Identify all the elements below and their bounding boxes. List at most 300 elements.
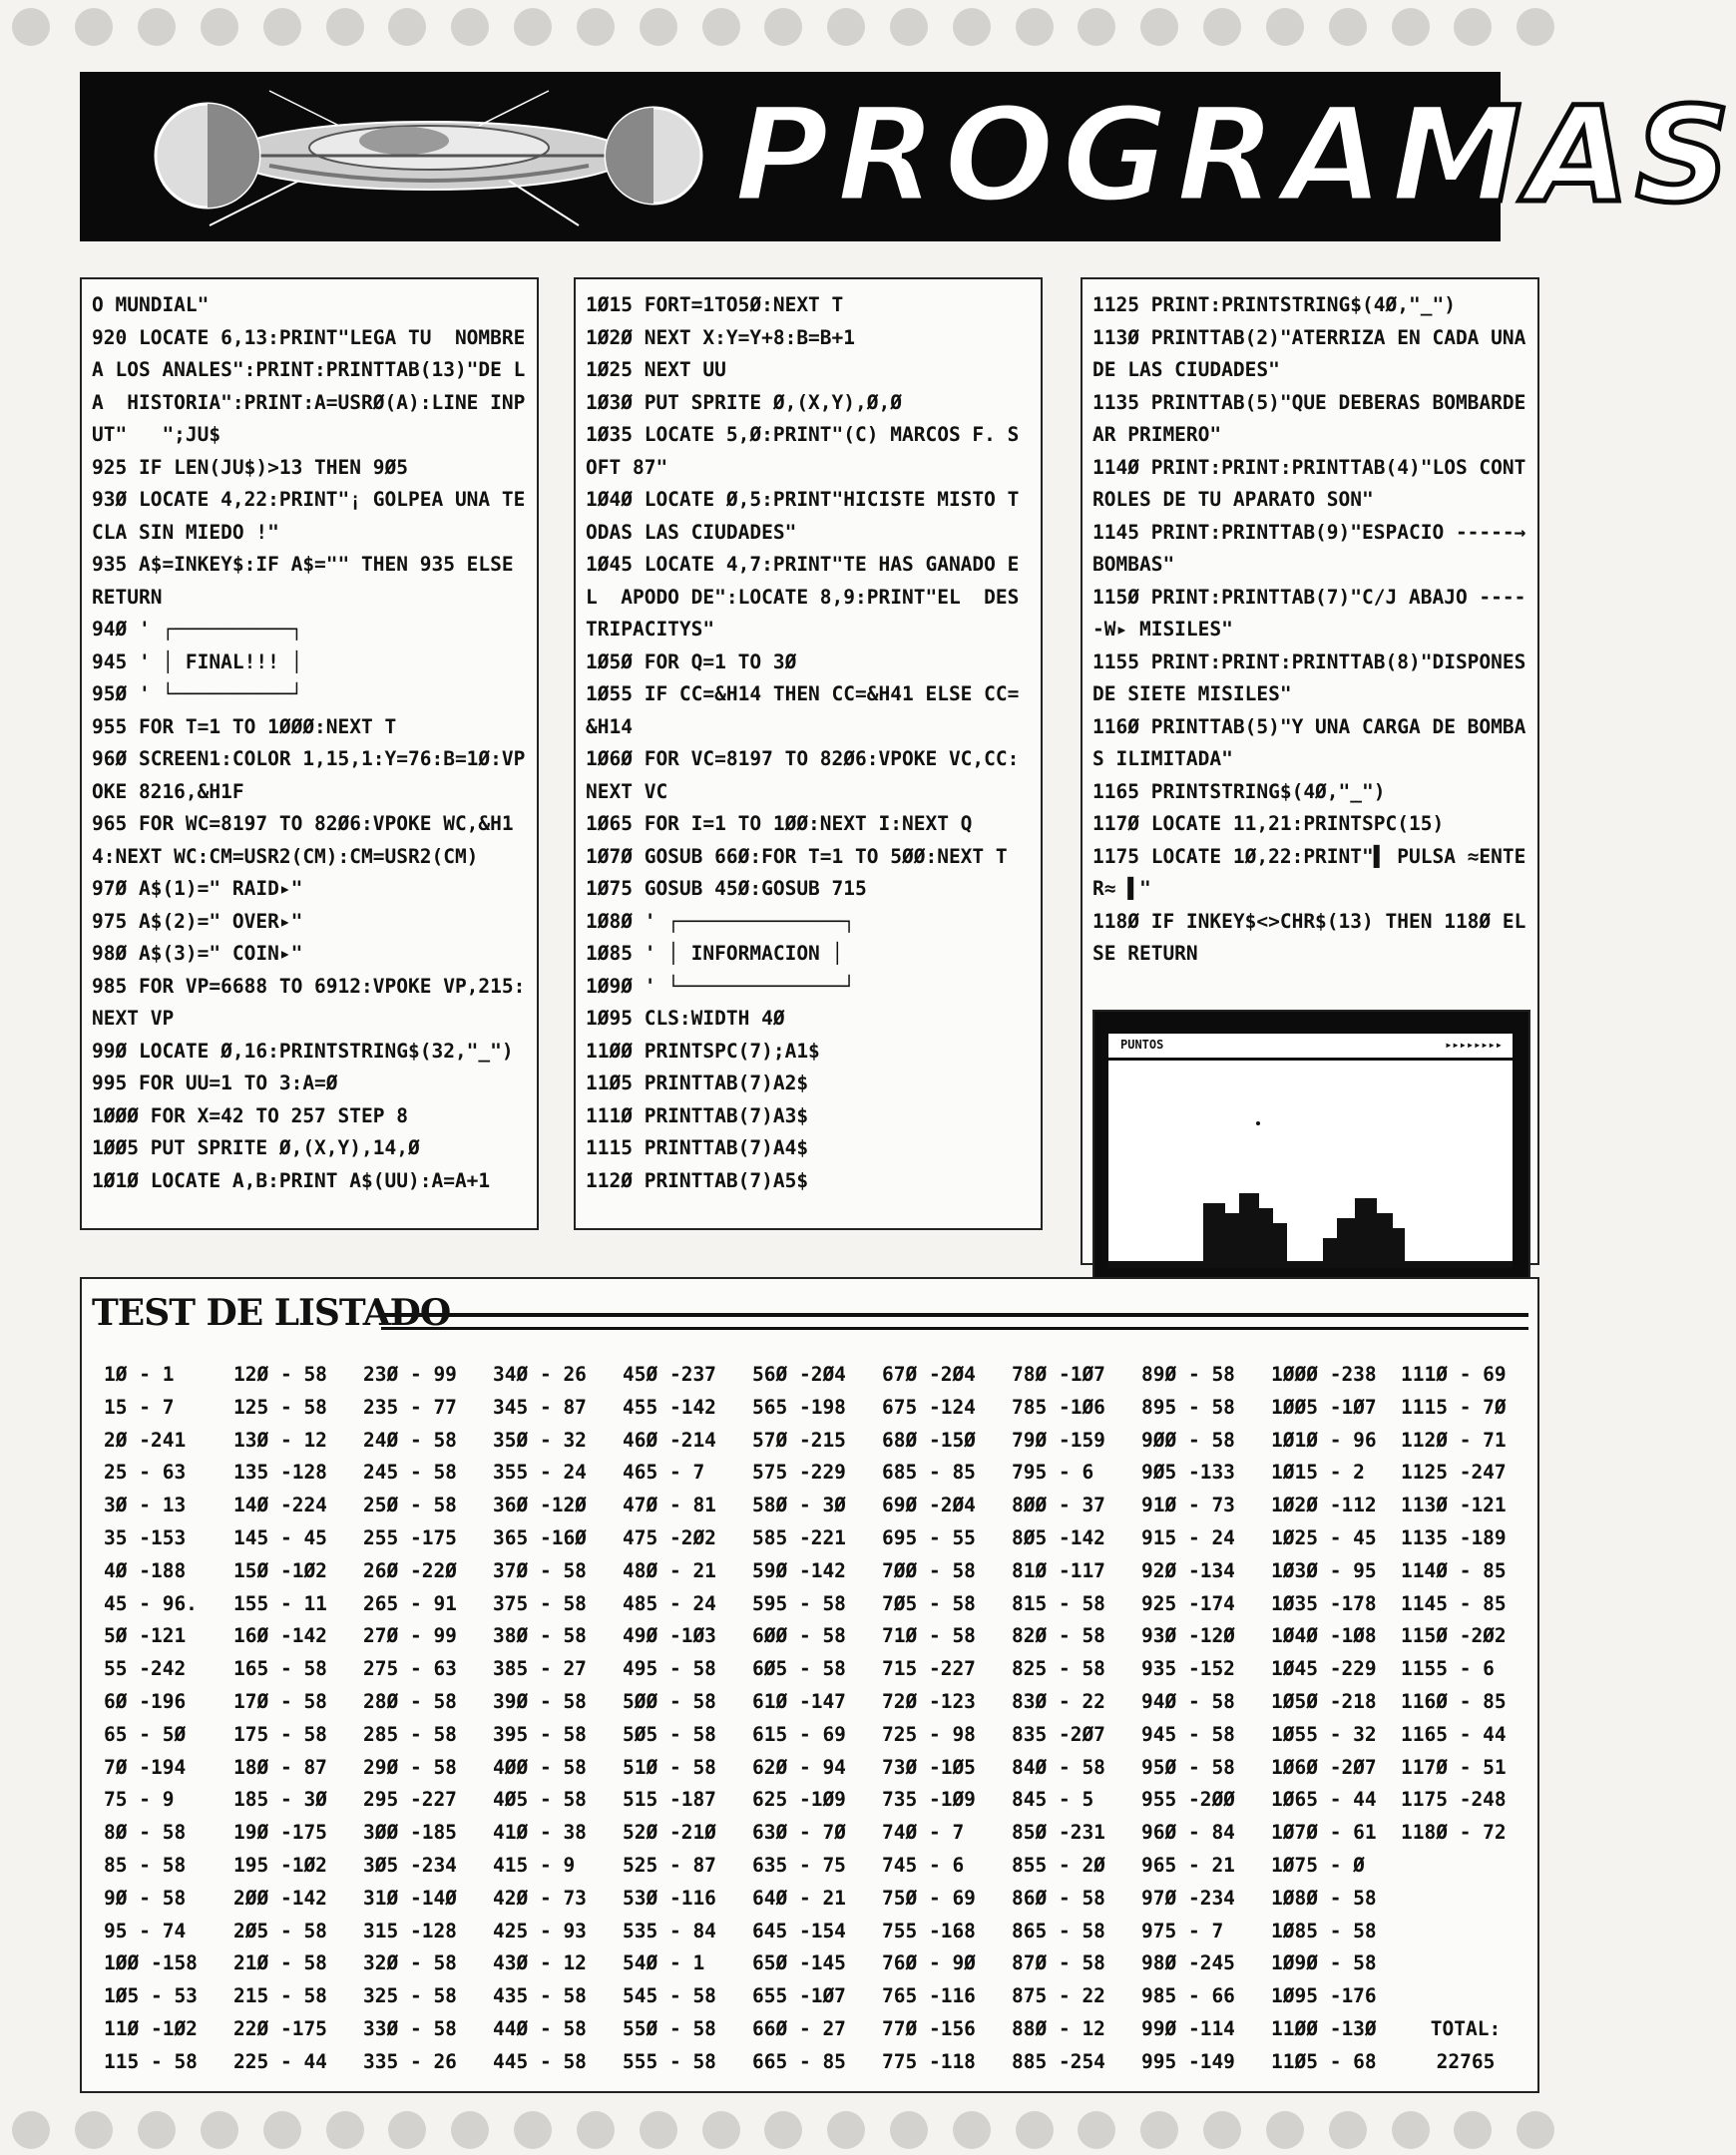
checksum-entry: 25Ø - 58 bbox=[363, 1494, 457, 1517]
code-line: 1ØØØ FOR X=42 TO 257 STEP 8 bbox=[92, 1103, 408, 1127]
checksum-entry: 7Ø5 - 58 bbox=[882, 1591, 976, 1615]
checksum-entry: 8Ø - 58 bbox=[104, 1821, 187, 1845]
code-line: 935 A$=INKEY$:IF A$="" THEN 935 ELSE RETURN bbox=[92, 553, 526, 609]
checksum-entry: 1Ø75 - Ø bbox=[1271, 1853, 1365, 1877]
checksum-entry: 115 - 58 bbox=[104, 2049, 198, 2073]
checksum-entry: 89Ø - 58 bbox=[1141, 1363, 1235, 1386]
checksum-entry: 765 -116 bbox=[882, 1984, 976, 2008]
checksum-entry: 195 -1Ø2 bbox=[233, 1853, 327, 1877]
checksum-entry: 585 -221 bbox=[752, 1525, 846, 1549]
checksum-entry: 1ØØØ -238 bbox=[1271, 1363, 1377, 1386]
checksum-entry: 8ØØ - 37 bbox=[1012, 1494, 1105, 1517]
checksum-entry: 91Ø - 73 bbox=[1141, 1494, 1235, 1517]
checksum-entry: 38Ø - 58 bbox=[493, 1624, 587, 1648]
checksum-entry: 32Ø - 58 bbox=[363, 1951, 457, 1975]
checksum-entry: 7Ø -194 bbox=[104, 1755, 187, 1779]
checksum-entry: 78Ø -1Ø7 bbox=[1012, 1363, 1105, 1386]
checksum-entry: 225 - 44 bbox=[233, 2049, 327, 2073]
checksum-entry: 47Ø - 81 bbox=[623, 1494, 716, 1517]
checksum-entry: 63Ø - 7Ø bbox=[752, 1821, 846, 1845]
checksum-entry: 325 - 58 bbox=[363, 1984, 457, 2008]
checksum-entry: 56Ø -2Ø4 bbox=[752, 1363, 846, 1386]
checksum-entry: 475 -2Ø2 bbox=[623, 1525, 716, 1549]
checksum-entry: 49Ø -1Ø3 bbox=[623, 1624, 716, 1648]
checksum-entry: 11Ø -1Ø2 bbox=[104, 2016, 198, 2040]
code-line: 1Ø35 LOCATE 5,Ø:PRINT"(C) MARCOS F. SOFT 87" bbox=[586, 423, 1020, 479]
checksum-column bbox=[1012, 1359, 1141, 2087]
checksum-entry: 565 -198 bbox=[752, 1395, 846, 1419]
spaceship-illustration-icon bbox=[150, 86, 708, 230]
checksum-entry: 18Ø - 87 bbox=[233, 1755, 327, 1779]
checksum-entry: 145 - 45 bbox=[233, 1525, 327, 1549]
checksum-entry: 15 - 7 bbox=[104, 1395, 175, 1419]
checksum-entry: 5Ø5 - 58 bbox=[623, 1722, 716, 1746]
checksum-entry: 2ØØ -142 bbox=[233, 1886, 327, 1910]
checksum-entry: 26Ø -22Ø bbox=[363, 1558, 457, 1582]
checksum-entry: 515 -187 bbox=[623, 1788, 716, 1812]
checksum-entry: 1Ø95 -176 bbox=[1271, 1984, 1377, 2008]
checksum-entry: 35Ø - 32 bbox=[493, 1428, 587, 1452]
code-line: O MUNDIAL" bbox=[92, 293, 210, 316]
checksum-entry: 455 -142 bbox=[623, 1395, 716, 1419]
code-line: 113Ø PRINTTAB(2)"ATERRIZA EN CADA UNA DE LAS CIUDADES" bbox=[1092, 325, 1538, 381]
checksum-entry: 755 -168 bbox=[882, 1919, 976, 1942]
code-line: 1Ø6Ø FOR VC=8197 TO 82Ø6:VPOKE VC,CC:NEXT VC bbox=[586, 747, 1020, 803]
checksum-entry: 415 - 9 bbox=[493, 1853, 576, 1877]
checksum-entry: 995 -149 bbox=[1141, 2049, 1235, 2073]
game-screenshot bbox=[1092, 1010, 1530, 1293]
checksum-entry: 315 -128 bbox=[363, 1919, 457, 1942]
checksum-entry: 255 -175 bbox=[363, 1525, 457, 1549]
checksum-entry: 695 - 55 bbox=[882, 1525, 976, 1549]
checksum-entry: 11Ø5 - 68 bbox=[1271, 2049, 1377, 2073]
checksum-grid bbox=[104, 1359, 1530, 2087]
checksum-entry: 525 - 87 bbox=[623, 1853, 716, 1877]
checksum-entry: 1Ø - 1 bbox=[104, 1363, 175, 1386]
checksum-entry: 19Ø -175 bbox=[233, 1821, 327, 1845]
checksum-entry: 95 - 74 bbox=[104, 1919, 187, 1942]
checksum-entry: 375 - 58 bbox=[493, 1591, 587, 1615]
code-line: 97Ø A$(1)=" RAID▸" bbox=[92, 877, 303, 900]
checksum-entry: 575 -229 bbox=[752, 1461, 846, 1485]
checksum-entry: 93Ø -12Ø bbox=[1141, 1624, 1235, 1648]
checksum-entry: 135 -128 bbox=[233, 1461, 327, 1485]
checksum-entry: 73Ø -1Ø5 bbox=[882, 1755, 976, 1779]
checksum-entry: 425 - 93 bbox=[493, 1919, 587, 1942]
checksum-entry: 67Ø -2Ø4 bbox=[882, 1363, 976, 1386]
checksum-entry: 23Ø - 99 bbox=[363, 1363, 457, 1386]
checksum-entry: 1Ø1Ø - 96 bbox=[1271, 1428, 1377, 1452]
checksum-entry: 745 - 6 bbox=[882, 1853, 965, 1877]
code-line: 1Ø15 FORT=1TO5Ø:NEXT T bbox=[586, 293, 844, 316]
code-line: 975 A$(2)=" OVER▸" bbox=[92, 909, 303, 933]
checksum-entry: 1ØØ -158 bbox=[104, 1951, 198, 1975]
listing-column-1 bbox=[80, 277, 539, 1230]
checksum-entry: 1Ø85 - 58 bbox=[1271, 1919, 1377, 1942]
checksum-entry: 1Ø15 - 2 bbox=[1271, 1461, 1365, 1485]
checksum-entry: 99Ø -114 bbox=[1141, 2016, 1235, 2040]
total-value: 22765 bbox=[1436, 2049, 1496, 2073]
checksum-entry: 42Ø - 73 bbox=[493, 1886, 587, 1910]
checksum-entry: 4Ø -188 bbox=[104, 1558, 187, 1582]
checksum-entry: 53Ø -116 bbox=[623, 1886, 716, 1910]
code-line: 111Ø PRINTTAB(7)A3$ bbox=[586, 1103, 809, 1127]
checksum-entry: 5ØØ - 58 bbox=[623, 1689, 716, 1713]
code-line: 11Ø5 PRINTTAB(7)A2$ bbox=[586, 1072, 809, 1094]
checksum-entry: 215 - 58 bbox=[233, 1984, 327, 2008]
checksum-entry: 12Ø - 58 bbox=[233, 1363, 327, 1386]
checksum-entry: 22Ø -175 bbox=[233, 2016, 327, 2040]
checksum-entry: 825 - 58 bbox=[1012, 1657, 1105, 1681]
checksum-entry: 665 - 85 bbox=[752, 2049, 846, 2073]
code-line: 94Ø ' ┌──────────┐ bbox=[92, 618, 303, 641]
checksum-entry: 115Ø -2Ø2 bbox=[1401, 1624, 1507, 1648]
checksum-entry: 54Ø - 1 bbox=[623, 1951, 705, 1975]
checksum-entry: 1135 -189 bbox=[1401, 1525, 1507, 1549]
checksum-entry: 5Ø -121 bbox=[104, 1624, 187, 1648]
checksum-entry: 83Ø - 22 bbox=[1012, 1689, 1105, 1713]
listing-column-2 bbox=[574, 277, 1043, 1230]
code-line: 1115 PRINTTAB(7)A4$ bbox=[586, 1136, 809, 1159]
checksum-entry: 935 -152 bbox=[1141, 1657, 1235, 1681]
checksum-entry: 39Ø - 58 bbox=[493, 1689, 587, 1713]
checksum-entry: 59Ø -142 bbox=[752, 1558, 846, 1582]
checksum-entry: 88Ø - 12 bbox=[1012, 2016, 1105, 2040]
checksum-entry: 72Ø -123 bbox=[882, 1689, 976, 1713]
checksum-entry: 1Ø9Ø - 58 bbox=[1271, 1951, 1377, 1975]
checksum-entry: 945 - 58 bbox=[1141, 1722, 1235, 1746]
checksum-entry: 645 -154 bbox=[752, 1919, 846, 1942]
checksum-column bbox=[233, 1359, 363, 2087]
checksum-column bbox=[882, 1359, 1012, 2087]
checksum-entry: 21Ø - 58 bbox=[233, 1951, 327, 1975]
checksum-entry: 545 - 58 bbox=[623, 1984, 716, 2008]
checksum-entry: 335 - 26 bbox=[363, 2049, 457, 2073]
code-line: 1135 PRINTTAB(5)"QUE DEBERAS BOMBARDEAR PRIMERO" bbox=[1092, 390, 1526, 446]
code-line: 1125 PRINT:PRINTSTRING$(4Ø,"_") bbox=[1092, 293, 1456, 316]
code-line: 985 FOR VP=6688 TO 6912:VPOKE VP,215:NEXT VP bbox=[92, 974, 526, 1030]
code-line: 1Ø95 CLS:WIDTH 4Ø bbox=[586, 1007, 785, 1030]
code-line: 1145 PRINT:PRINTTAB(9)"ESPACIO -----→ BOMBAS" bbox=[1092, 520, 1538, 576]
checksum-entry: 915 - 24 bbox=[1141, 1525, 1235, 1549]
checksum-entry: 1Ø5Ø -218 bbox=[1271, 1689, 1377, 1713]
checksum-entry: 55 -242 bbox=[104, 1657, 187, 1681]
checksum-entry: 64Ø - 21 bbox=[752, 1886, 846, 1910]
checksum-entry: 155 - 11 bbox=[233, 1591, 327, 1615]
checksum-entry: 4Ø5 - 58 bbox=[493, 1788, 587, 1812]
checksum-entry: 735 -1Ø9 bbox=[882, 1788, 976, 1812]
checksum-entry: 57Ø -215 bbox=[752, 1428, 846, 1452]
code-line: 1Ø2Ø NEXT X:Y=Y+8:B=B+1 bbox=[586, 325, 856, 349]
checksum-entry: 1Ø7Ø - 61 bbox=[1271, 1821, 1377, 1845]
code-line: 1165 PRINTSTRING$(4Ø,"_") bbox=[1092, 779, 1386, 803]
checksum-entry: 185 - 3Ø bbox=[233, 1788, 327, 1812]
checksum-entry: 385 - 27 bbox=[493, 1657, 587, 1681]
checksum-entry: 14Ø -224 bbox=[233, 1494, 327, 1517]
code-line: 11ØØ PRINTSPC(7);A1$ bbox=[586, 1039, 820, 1063]
checksum-entry: 86Ø - 58 bbox=[1012, 1886, 1105, 1910]
checksum-entry: 1Ø5 - 53 bbox=[104, 1984, 198, 2008]
checksum-entry: 295 -227 bbox=[363, 1788, 457, 1812]
code-line: 1Ø9Ø ' └──────────────┘ bbox=[586, 974, 856, 998]
checksum-entry: 785 -1Ø6 bbox=[1012, 1395, 1105, 1419]
checksum-entry: 98Ø -245 bbox=[1141, 1951, 1235, 1975]
checksum-entry: 235 - 77 bbox=[363, 1395, 457, 1419]
checksum-entry: 895 - 58 bbox=[1141, 1395, 1235, 1419]
code-line: 945 ' │ FINAL!!! │ bbox=[92, 649, 303, 673]
checksum-entry: 925 -174 bbox=[1141, 1591, 1235, 1615]
checksum-entry: 1Ø55 - 32 bbox=[1271, 1722, 1377, 1746]
checksum-entry: 52Ø -21Ø bbox=[623, 1821, 716, 1845]
checksum-column bbox=[752, 1359, 882, 2087]
code-line: 1Ø25 NEXT UU bbox=[586, 358, 726, 381]
checksum-entry: 85 - 58 bbox=[104, 1853, 187, 1877]
checksum-entry: 1Ø45 -229 bbox=[1271, 1657, 1377, 1681]
checksum-entry: 955 -2ØØ bbox=[1141, 1788, 1235, 1812]
checksum-entry: 1165 - 44 bbox=[1401, 1722, 1507, 1746]
listing-column-3 bbox=[1081, 277, 1539, 1265]
checksum-entry: 3ØØ -185 bbox=[363, 1821, 457, 1845]
checksum-entry: 2Ø5 - 58 bbox=[233, 1919, 327, 1942]
checksum-entry: 25 - 63 bbox=[104, 1461, 187, 1485]
tractor-holes-top bbox=[0, 2, 1567, 52]
code-line: 116Ø PRINTTAB(5)"Y UNA CARGA DE BOMBAS ILIMITADA" bbox=[1092, 714, 1526, 770]
code-line: 1Ø85 ' │ INFORMACION │ bbox=[586, 942, 844, 965]
checksum-entry: 535 - 84 bbox=[623, 1919, 716, 1942]
header-banner bbox=[80, 72, 1736, 241]
checksum-entry: 58Ø - 3Ø bbox=[752, 1494, 846, 1517]
code-line: 1Ø55 IF CC=&H14 THEN CC=&H41 ELSE CC=&H14 bbox=[586, 682, 1020, 738]
checksum-entry: 4ØØ - 58 bbox=[493, 1755, 587, 1779]
code-line: 995 FOR UU=1 TO 3:A=Ø bbox=[92, 1072, 338, 1094]
checksum-entry: 685 - 85 bbox=[882, 1461, 976, 1485]
code-line: 1ØØ5 PUT SPRITE Ø,(X,Y),14,Ø bbox=[92, 1136, 420, 1159]
checksum-column bbox=[1141, 1359, 1271, 2087]
checksum-entry: 45 - 96. bbox=[104, 1591, 198, 1615]
checksum-entry: 985 - 66 bbox=[1141, 1984, 1235, 2008]
checksum-entry: 66Ø - 27 bbox=[752, 2016, 846, 2040]
code-line: 1Ø4Ø LOCATE Ø,5:PRINT"HICISTE MISTO TODAS LAS CIUDADES" bbox=[586, 488, 1020, 544]
code-line: 1175 LOCATE 1Ø,22:PRINT"▌ PULSA ≈ENTER≈ ▌" bbox=[1092, 844, 1526, 900]
checksum-entry: 1Ø4Ø -1Ø8 bbox=[1271, 1624, 1377, 1648]
checksum-entry: 61Ø -147 bbox=[752, 1689, 846, 1713]
checksum-entry: 1Ø3Ø - 95 bbox=[1271, 1558, 1377, 1582]
checksum-entry: 113Ø -121 bbox=[1401, 1494, 1507, 1517]
checksum-entry: 355 - 24 bbox=[493, 1461, 587, 1485]
code-line: 115Ø PRINT:PRINTTAB(7)"C/J ABAJO -----W▸ MISILES" bbox=[1092, 585, 1526, 641]
checksum-entry: 35 -153 bbox=[104, 1525, 187, 1549]
code-line: 1Ø1Ø LOCATE A,B:PRINT A$(UU):A=A+1 bbox=[92, 1168, 491, 1192]
checksum-entry: 7ØØ - 58 bbox=[882, 1558, 976, 1582]
checksum-entry: 845 - 5 bbox=[1012, 1788, 1094, 1812]
checksum-entry: 285 - 58 bbox=[363, 1722, 457, 1746]
code-line: 98Ø A$(3)=" COIN▸" bbox=[92, 942, 303, 965]
checksum-column bbox=[363, 1359, 493, 2087]
checksum-entry: 815 - 58 bbox=[1012, 1591, 1105, 1615]
checksum-entry: 24Ø - 58 bbox=[363, 1428, 457, 1452]
checksum-entry: 55Ø - 58 bbox=[623, 2016, 716, 2040]
checksum-entry: 265 - 91 bbox=[363, 1591, 457, 1615]
checksum-entry: 965 - 21 bbox=[1141, 1853, 1235, 1877]
checksum-entry: 775 -118 bbox=[882, 2049, 976, 2073]
checksum-entry: 46Ø -214 bbox=[623, 1428, 716, 1452]
code-line: 99Ø LOCATE Ø,16:PRINTSTRING$(32,"_") bbox=[92, 1039, 514, 1063]
checksum-entry: 9Ø - 58 bbox=[104, 1886, 187, 1910]
checksum-entry: 65Ø -145 bbox=[752, 1951, 846, 1975]
checksum-entry: 15Ø -1Ø2 bbox=[233, 1558, 327, 1582]
checksum-entry: 97Ø -234 bbox=[1141, 1886, 1235, 1910]
checksum-entry: 6Ø5 - 58 bbox=[752, 1657, 846, 1681]
checksum-entry: 27Ø - 99 bbox=[363, 1624, 457, 1648]
checksum-entry: 485 - 24 bbox=[623, 1591, 716, 1615]
checksum-entry: 16Ø -142 bbox=[233, 1624, 327, 1648]
checksum-entry: 79Ø -159 bbox=[1012, 1428, 1105, 1452]
checksum-entry: 69Ø -2Ø4 bbox=[882, 1494, 976, 1517]
checksum-entry: 8Ø5 -142 bbox=[1012, 1525, 1105, 1549]
checksum-entry: 1Ø2Ø -112 bbox=[1271, 1494, 1377, 1517]
page-title: PROGRAMAS bbox=[733, 79, 1736, 232]
checksum-entry: 45Ø -237 bbox=[623, 1363, 716, 1386]
checksum-entry: 1155 - 6 bbox=[1401, 1657, 1495, 1681]
total-label: TOTAL: bbox=[1430, 2016, 1502, 2040]
code-line: 1Ø75 GOSUB 45Ø:GOSUB 715 bbox=[586, 877, 867, 900]
code-line: 925 IF LEN(JU$)>13 THEN 9Ø5 bbox=[92, 455, 408, 479]
checksum-entry: 1Ø65 - 44 bbox=[1271, 1788, 1377, 1812]
checksum-entry: 465 - 7 bbox=[623, 1461, 705, 1485]
checksum-entry: 118Ø - 72 bbox=[1401, 1821, 1507, 1845]
code-line: 955 FOR T=1 TO 1ØØØ:NEXT T bbox=[92, 714, 397, 738]
code-line: 112Ø PRINTTAB(7)A5$ bbox=[586, 1168, 809, 1192]
test-de-listado-section bbox=[80, 1277, 1539, 2093]
code-line: 96Ø SCREEN1:COLOR 1,15,1:Y=76:B=1Ø:VPOKE 8216,&H1F bbox=[92, 747, 526, 803]
section-title: TEST DE LISTADO bbox=[92, 1292, 451, 1334]
title-rule bbox=[381, 1313, 1528, 1330]
code-line: 1Ø5Ø FOR Q=1 TO 3Ø bbox=[586, 649, 797, 673]
checksum-entry: 116Ø - 85 bbox=[1401, 1689, 1507, 1713]
checksum-entry: 75Ø - 69 bbox=[882, 1886, 976, 1910]
checksum-entry: 1Ø35 -178 bbox=[1271, 1591, 1377, 1615]
checksum-entry: 1ØØ5 -1Ø7 bbox=[1271, 1395, 1377, 1419]
checksum-entry: 65 - 5Ø bbox=[104, 1722, 187, 1746]
checksum-entry: 111Ø - 69 bbox=[1401, 1363, 1507, 1386]
checksum-entry: 675 -124 bbox=[882, 1395, 976, 1419]
checksum-entry: 117Ø - 51 bbox=[1401, 1755, 1507, 1779]
code-line: 1Ø3Ø PUT SPRITE Ø,(X,Y),Ø,Ø bbox=[586, 390, 902, 414]
checksum-entry: 125 - 58 bbox=[233, 1395, 327, 1419]
checksum-entry: 725 - 98 bbox=[882, 1722, 976, 1746]
checksum-entry: 245 - 58 bbox=[363, 1461, 457, 1485]
checksum-entry: 975 - 7 bbox=[1141, 1919, 1224, 1942]
checksum-entry: 1Ø25 - 45 bbox=[1271, 1525, 1377, 1549]
code-line: 1Ø45 LOCATE 4,7:PRINT"TE HAS GANADO EL APODO DE":LOCATE 8,9:PRINT"EL DESTRIPACITYS" bbox=[586, 553, 1020, 641]
checksum-entry: 87Ø - 58 bbox=[1012, 1951, 1105, 1975]
checksum-entry: 625 -1Ø9 bbox=[752, 1788, 846, 1812]
checksum-entry: 62Ø - 94 bbox=[752, 1755, 846, 1779]
checksum-entry: 41Ø - 38 bbox=[493, 1821, 587, 1845]
checksum-entry: 37Ø - 58 bbox=[493, 1558, 587, 1582]
checksum-entry: 9ØØ - 58 bbox=[1141, 1428, 1235, 1452]
checksum-entry: 13Ø - 12 bbox=[233, 1428, 327, 1452]
code-line: 93Ø LOCATE 4,22:PRINT"¡ GOLPEA UNA TECLA SIN MIEDO !" bbox=[92, 488, 526, 544]
checksum-column bbox=[623, 1359, 752, 2087]
checksum-entry: 31Ø -14Ø bbox=[363, 1886, 457, 1910]
checksum-entry: 655 -1Ø7 bbox=[752, 1984, 846, 2008]
checksum-entry: 44Ø - 58 bbox=[493, 2016, 587, 2040]
checksum-entry: 855 - 2Ø bbox=[1012, 1853, 1105, 1877]
checksum-entry: 51Ø - 58 bbox=[623, 1755, 716, 1779]
checksum-entry: 885 -254 bbox=[1012, 2049, 1105, 2073]
code-line: 1155 PRINT:PRINT:PRINTTAB(8)"DISPONES DE SIETE MISILES" bbox=[1092, 649, 1538, 705]
checksum-entry: 3Ø - 13 bbox=[104, 1494, 187, 1517]
checksum-entry: 2Ø -241 bbox=[104, 1428, 187, 1452]
checksum-entry: 6Ø -196 bbox=[104, 1689, 187, 1713]
checksum-entry: 68Ø -15Ø bbox=[882, 1428, 976, 1452]
checksum-entry: 71Ø - 58 bbox=[882, 1624, 976, 1648]
checksum-entry: 77Ø -156 bbox=[882, 2016, 976, 2040]
checksum-entry: 795 - 6 bbox=[1012, 1461, 1094, 1485]
checksum-entry: 1115 - 7Ø bbox=[1401, 1395, 1507, 1419]
checksum-entry: 28Ø - 58 bbox=[363, 1689, 457, 1713]
checksum-entry: 275 - 63 bbox=[363, 1657, 457, 1681]
checksum-column bbox=[1271, 1359, 1401, 2087]
checksum-entry: 595 - 58 bbox=[752, 1591, 846, 1615]
checksum-entry: 17Ø - 58 bbox=[233, 1689, 327, 1713]
checksum-entry: 34Ø - 26 bbox=[493, 1363, 587, 1386]
checksum-entry: 76Ø - 9Ø bbox=[882, 1951, 976, 1975]
checksum-entry: 175 - 58 bbox=[233, 1722, 327, 1746]
checksum-entry: 11ØØ -13Ø bbox=[1271, 2016, 1377, 2040]
checksum-entry: 96Ø - 84 bbox=[1141, 1821, 1235, 1845]
checksum-entry: 112Ø - 71 bbox=[1401, 1428, 1507, 1452]
checksum-entry: 345 - 87 bbox=[493, 1395, 587, 1419]
checksum-entry: 555 - 58 bbox=[623, 2049, 716, 2073]
checksum-entry: 95Ø - 58 bbox=[1141, 1755, 1235, 1779]
code-line: 95Ø ' └──────────┘ bbox=[92, 682, 303, 705]
code-line: 117Ø LOCATE 11,21:PRINTSPC(15) bbox=[1092, 812, 1445, 835]
checksum-entry: 3Ø5 -234 bbox=[363, 1853, 457, 1877]
checksum-entry: 6ØØ - 58 bbox=[752, 1624, 846, 1648]
checksum-entry: 635 - 75 bbox=[752, 1853, 846, 1877]
checksum-entry: 33Ø - 58 bbox=[363, 2016, 457, 2040]
game-lives-indicator: ▸▸▸▸▸▸▸▸ bbox=[1445, 1038, 1503, 1052]
checksum-entry: 85Ø -231 bbox=[1012, 1821, 1105, 1845]
checksum-entry: 445 - 58 bbox=[493, 2049, 587, 2073]
checksum-entry: 81Ø -117 bbox=[1012, 1558, 1105, 1582]
code-line: 1Ø65 FOR I=1 TO 1ØØ:NEXT I:NEXT Q bbox=[586, 812, 973, 835]
checksum-entry: 615 - 69 bbox=[752, 1722, 846, 1746]
checksum-entry: 94Ø - 58 bbox=[1141, 1689, 1235, 1713]
checksum-entry: 82Ø - 58 bbox=[1012, 1624, 1105, 1648]
checksum-entry: 29Ø - 58 bbox=[363, 1755, 457, 1779]
code-line: 920 LOCATE 6,13:PRINT"LEGA TU NOMBRE A LOS ANALES":PRINT:PRINTTAB(13)"DE LA HISTORIA":PRINT:A=USRØ(A):LINE INPUT" ";JU$ bbox=[92, 325, 538, 446]
checksum-entry: 1145 - 85 bbox=[1401, 1591, 1507, 1615]
code-line: 114Ø PRINT:PRINT:PRINTTAB(4)"LOS CONTROLES DE TU APARATO SON" bbox=[1092, 455, 1526, 511]
checksum-entry: 835 -2Ø7 bbox=[1012, 1722, 1105, 1746]
checksum-entry: 495 - 58 bbox=[623, 1657, 716, 1681]
checksum-entry: 114Ø - 85 bbox=[1401, 1558, 1507, 1582]
checksum-entry: 75 - 9 bbox=[104, 1788, 175, 1812]
checksum-column bbox=[1401, 1359, 1530, 2087]
checksum-entry: 92Ø -134 bbox=[1141, 1558, 1235, 1582]
checksum-entry: 435 - 58 bbox=[493, 1984, 587, 2008]
checksum-entry: 43Ø - 12 bbox=[493, 1951, 587, 1975]
checksum-entry: 1125 -247 bbox=[1401, 1461, 1507, 1485]
checksum-entry: 84Ø - 58 bbox=[1012, 1755, 1105, 1779]
game-screen bbox=[1108, 1034, 1513, 1268]
code-line: 1Ø8Ø ' ┌──────────────┐ bbox=[586, 909, 856, 933]
checksum-entry: 9Ø5 -133 bbox=[1141, 1461, 1235, 1485]
checksum-column bbox=[104, 1359, 233, 2087]
